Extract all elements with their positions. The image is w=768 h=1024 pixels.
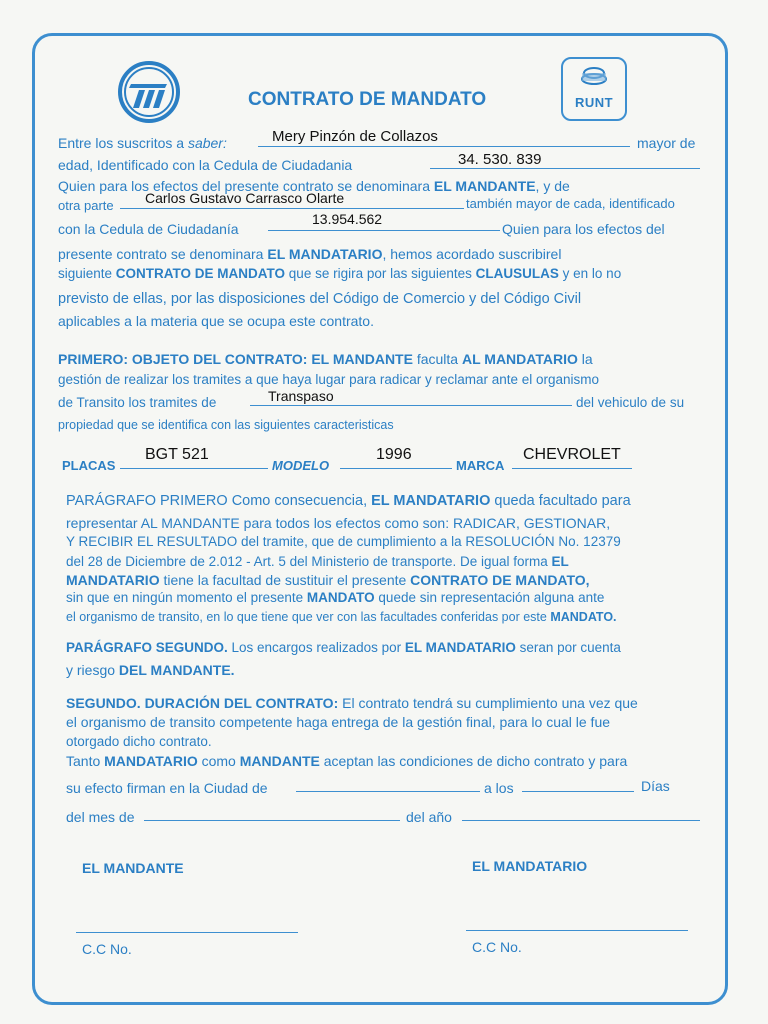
tramite-value: Transpaso [268,388,334,404]
mandante-name-line [258,146,630,147]
paragrafo1-line-2: representar AL MANDANTE para todos los efectos como son: RADICAR, GESTIONAR, [66,515,611,531]
paragrafo1-line-4: del 28 de Diciembre de 2.012 - Art. 5 del Ministerio de transporte. De igual forma EL [66,554,569,569]
paragrafo1-line-6: sin que en ningún momento el presente MANDATO quede sin representación alguna ante [66,590,605,605]
runt-emblem-icon [563,59,625,95]
intro-line-4-start: otra parte [58,198,114,213]
document-title: CONTRATO DE MANDATO [248,89,487,110]
mandatario-cc-line [268,230,500,231]
mandatario-signature-line [466,930,688,931]
mes-line [144,820,400,821]
dias-line [522,791,634,792]
intro-line-1-end: mayor de [637,135,696,151]
primero-line-1: PRIMERO: OBJETO DEL CONTRATO: EL MANDANTE faculta AL MANDATARIO la [58,351,593,367]
segundo-line-5-mid: a los [484,780,514,796]
runt-logo [561,57,627,121]
mandante-name: Mery Pinzón de Collazos [272,128,438,145]
mandante-signature-line [76,932,298,933]
intro-line-2: edad, Identificado con la Cedula de Ciudadania [58,157,353,173]
intro-line-5-end: Quien para los efectos del [502,221,665,237]
mandatario-signature-label: EL MANDATARIO [472,858,588,874]
mandatario-name: Carlos Gustavo Carrasco Olarte [145,190,345,206]
segundo-line-5-start: su efecto firman en la Ciudad de [66,780,268,796]
paragrafo1-line-3: Y RECIBIR EL RESULTADO del tramite, que de cumplimiento a la RESOLUCIÓN No. 12379 [66,534,621,549]
mandante-signature-label: EL MANDANTE [82,860,184,876]
segundo-line-6-end: del año [406,809,452,825]
ciudad-line [296,791,480,792]
segundo-line-5-end: Días [641,778,670,794]
paragrafo1-line-1: PARÁGRAFO PRIMERO Como consecuencia, EL MANDATARIO queda facultado para [66,493,631,509]
modelo-label: MODELO [272,458,330,473]
paragrafo2-line-2: y riesgo DEL MANDANTE. [66,662,235,678]
placas-label: PLACAS [62,458,116,473]
intro-line-7: siguiente CONTRATO DE MANDATO que se rigira por las siguientes CLAUSULAS y en lo no [58,266,622,281]
modelo-value: 1996 [376,446,412,463]
segundo-line-6-start: del mes de [66,809,135,825]
runt-logo-text: RUNT [574,95,614,110]
mandatario-cc: 13.954.562 [312,211,383,227]
transit-logo-icon [117,60,181,124]
placas-line [120,468,268,469]
intro-line-1: Entre los suscritos a saber: [58,135,227,151]
paragrafo1-line-5: MANDATARIO tiene la facultad de sustituir el presente CONTRATO DE MANDATO, [66,572,590,588]
ano-line [462,820,700,821]
placas-value: BGT 521 [145,446,209,463]
intro-line-6: presente contrato se denominara EL MANDATARIO, hemos acordado suscribirel [58,246,562,262]
segundo-line-4: Tanto MANDATARIO como MANDANTE aceptan las condiciones de dicho contrato y para [66,753,628,769]
segundo-line-2: el organismo de transito competente haga entrega de la gestión final, para lo cual le fue [66,714,611,730]
primero-line-3-end: del vehiculo de su [576,395,685,410]
mandatario-name-line [120,208,464,209]
marca-line [512,468,632,469]
segundo-line-1: SEGUNDO. DURACIÓN DEL CONTRATO: El contrato tendrá su cumplimiento una vez que [66,695,638,711]
segundo-line-3: otorgado dicho contrato. [66,734,212,749]
mandante-cc-label: C.C No. [82,941,132,957]
intro-line-4-end: también mayor de cada, identificado [466,196,675,211]
paragrafo1-line-7: el organismo de transito, en lo que tiene que ver con las facultades conferidas por este MANDATO. [66,610,617,624]
tramite-line [250,405,572,406]
primero-line-3-start: de Transito los tramites de [58,395,217,410]
marca-value: CHEVROLET [523,446,621,463]
intro-line-3: Quien para los efectos del presente contrato se denominara EL MANDANTE, y de [58,178,570,194]
primero-line-4: propiedad que se identifica con las siguientes caracteristicas [58,418,394,432]
marca-label: MARCA [456,458,505,473]
paragrafo2-line-1: PARÁGRAFO SEGUNDO. Los encargos realizados por EL MANDATARIO seran por cuenta [66,640,621,655]
modelo-line [340,468,452,469]
intro-line-8: previsto de ellas, por las disposiciones del Código de Comercio y del Código Civil [58,291,582,307]
mandante-cc: 34. 530. 839 [458,151,542,168]
intro-line-9: aplicables a la materia que se ocupa este contrato. [58,313,374,329]
intro-line-5-start: con la Cedula de Ciudadanía [58,221,239,237]
mandatario-cc-label: C.C No. [472,939,522,955]
primero-line-2: gestión de realizar los tramites a que haya lugar para radicar y reclamar ante el organismo [58,372,600,387]
